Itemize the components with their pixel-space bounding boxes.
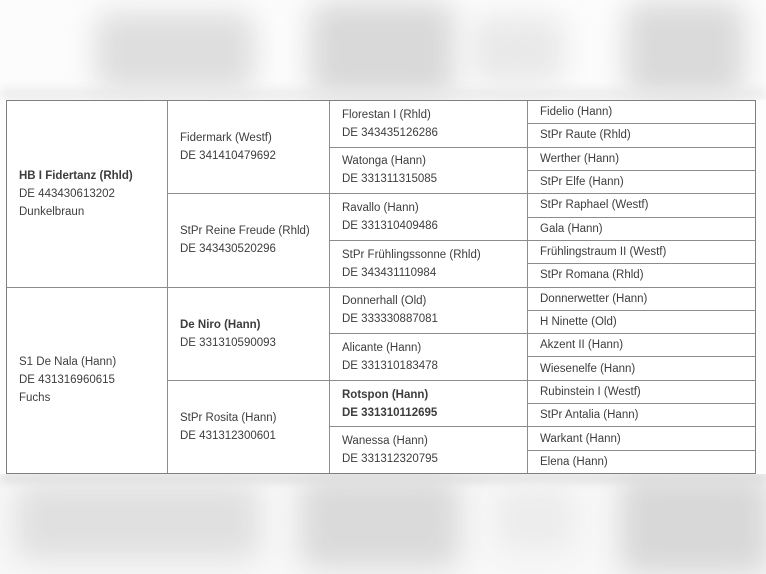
pedigree-cell [528, 194, 755, 217]
horse-registration: DE 331310409486 [342, 220, 438, 233]
pedigree-cell [330, 334, 527, 381]
pedigree-cell [330, 241, 527, 288]
blur-blob [495, 486, 575, 552]
horse-name: Akzent II (Hann) [540, 339, 624, 352]
horse-name: Werther (Hann) [540, 152, 620, 165]
pedigree-cell [168, 288, 329, 381]
pedigree-table [6, 100, 756, 474]
horse-registration: DE 331311315085 [342, 173, 438, 186]
horse-name: StPr Romana (Rhld) [540, 269, 644, 282]
horse-registration: DE 431312300601 [180, 429, 276, 442]
horse-name: Fidelio (Hann) [540, 106, 613, 119]
horse-name: Wiesenelfe (Hann) [540, 362, 636, 375]
pedigree-cell [528, 334, 755, 357]
horse-name: Wanessa (Hann) [342, 435, 428, 448]
pedigree-cell [528, 101, 755, 124]
horse-registration: DE 341410479692 [180, 150, 276, 163]
horse-name: Fidermark (Westf) [180, 132, 272, 145]
horse-name: Elena (Hann) [540, 455, 608, 468]
pedigree-cell [330, 101, 527, 148]
pedigree-cell-horse [7, 101, 167, 288]
pedigree-cell [330, 288, 527, 335]
pedigree-cell [528, 264, 755, 287]
pedigree-cell [528, 311, 755, 334]
pedigree-cell [528, 148, 755, 171]
pedigree-generation-3 [330, 101, 528, 473]
pedigree-generation-4 [528, 101, 755, 473]
blurred-background-bottom [0, 474, 766, 574]
horse-registration: DE 431316960615 [19, 374, 115, 387]
horse-registration: DE 333330887081 [342, 313, 438, 326]
blur-blob [95, 12, 255, 92]
horse-name: Frühlingstraum II (Westf) [540, 246, 667, 259]
blur-blob [620, 474, 766, 574]
pedigree-cell [528, 218, 755, 241]
horse-registration: DE 343435126286 [342, 126, 438, 139]
horse-name: Warkant (Hann) [540, 432, 621, 445]
pedigree-cell [168, 381, 329, 473]
pedigree-cell [528, 357, 755, 380]
horse-registration: DE 331312320795 [342, 453, 438, 466]
pedigree-cell [528, 381, 755, 404]
horse-name: StPr Frühlingssonne (Rhld) [342, 248, 481, 261]
horse-name: StPr Elfe (Hann) [540, 176, 624, 189]
pedigree-cell [528, 241, 755, 264]
horse-registration: DE 443430613202 [19, 187, 115, 200]
horse-name: Donnerhall (Old) [342, 295, 427, 308]
horse-name: De Niro (Hann) [180, 318, 261, 331]
pedigree-cell [168, 194, 329, 287]
pedigree-cell [528, 427, 755, 450]
horse-registration: DE 343430520296 [180, 243, 276, 256]
blur-blob [300, 476, 460, 568]
blur-blob [310, 2, 455, 98]
horse-registration: DE 331310183478 [342, 359, 438, 372]
horse-name: H Ninette (Old) [540, 315, 617, 328]
pedigree-cell [330, 194, 527, 241]
pedigree-cell [528, 171, 755, 194]
pedigree-generation-2 [168, 101, 330, 473]
pedigree-cell [330, 381, 527, 428]
horse-coat-color: Fuchs [19, 392, 51, 405]
horse-name: Watonga (Hann) [342, 155, 426, 168]
horse-coat-color: Dunkelbraun [19, 205, 85, 218]
blurred-background-top [0, 0, 766, 100]
horse-name: Alicante (Hann) [342, 341, 422, 354]
horse-name: Donnerwetter (Hann) [540, 292, 648, 305]
pedigree-cell [330, 148, 527, 195]
horse-name: StPr Raphael (Westf) [540, 199, 649, 212]
horse-name: HB I Fidertanz (Rhld) [19, 169, 133, 182]
horse-name: Rotspon (Hann) [342, 388, 429, 401]
horse-name: S1 De Nala (Hann) [19, 356, 117, 369]
horse-name: Rubinstein I (Westf) [540, 385, 641, 398]
pedigree-cell [528, 288, 755, 311]
blur-blob [15, 482, 260, 560]
horse-registration: DE 331310112695 [342, 406, 438, 419]
pedigree-cell [528, 404, 755, 427]
pedigree-cell [168, 101, 329, 194]
horse-name: StPr Reine Freude (Rhld) [180, 225, 310, 238]
pedigree-cell [528, 124, 755, 147]
blur-blob [470, 15, 565, 85]
horse-registration: DE 343431110984 [342, 266, 437, 279]
blur-blob [625, 2, 745, 98]
horse-name: Florestan I (Rhld) [342, 108, 431, 121]
horse-name: StPr Raute (Rhld) [540, 129, 631, 142]
horse-name: StPr Antalia (Hann) [540, 409, 639, 422]
blur-blob [0, 90, 766, 98]
pedigree-generation-1 [7, 101, 168, 473]
horse-name: Ravallo (Hann) [342, 202, 419, 215]
pedigree-cell [330, 427, 527, 473]
horse-name: Gala (Hann) [540, 222, 603, 235]
pedigree-cell [528, 451, 755, 473]
pedigree-cell-dam [7, 288, 167, 474]
horse-name: StPr Rosita (Hann) [180, 411, 277, 424]
horse-registration: DE 331310590093 [180, 336, 276, 349]
